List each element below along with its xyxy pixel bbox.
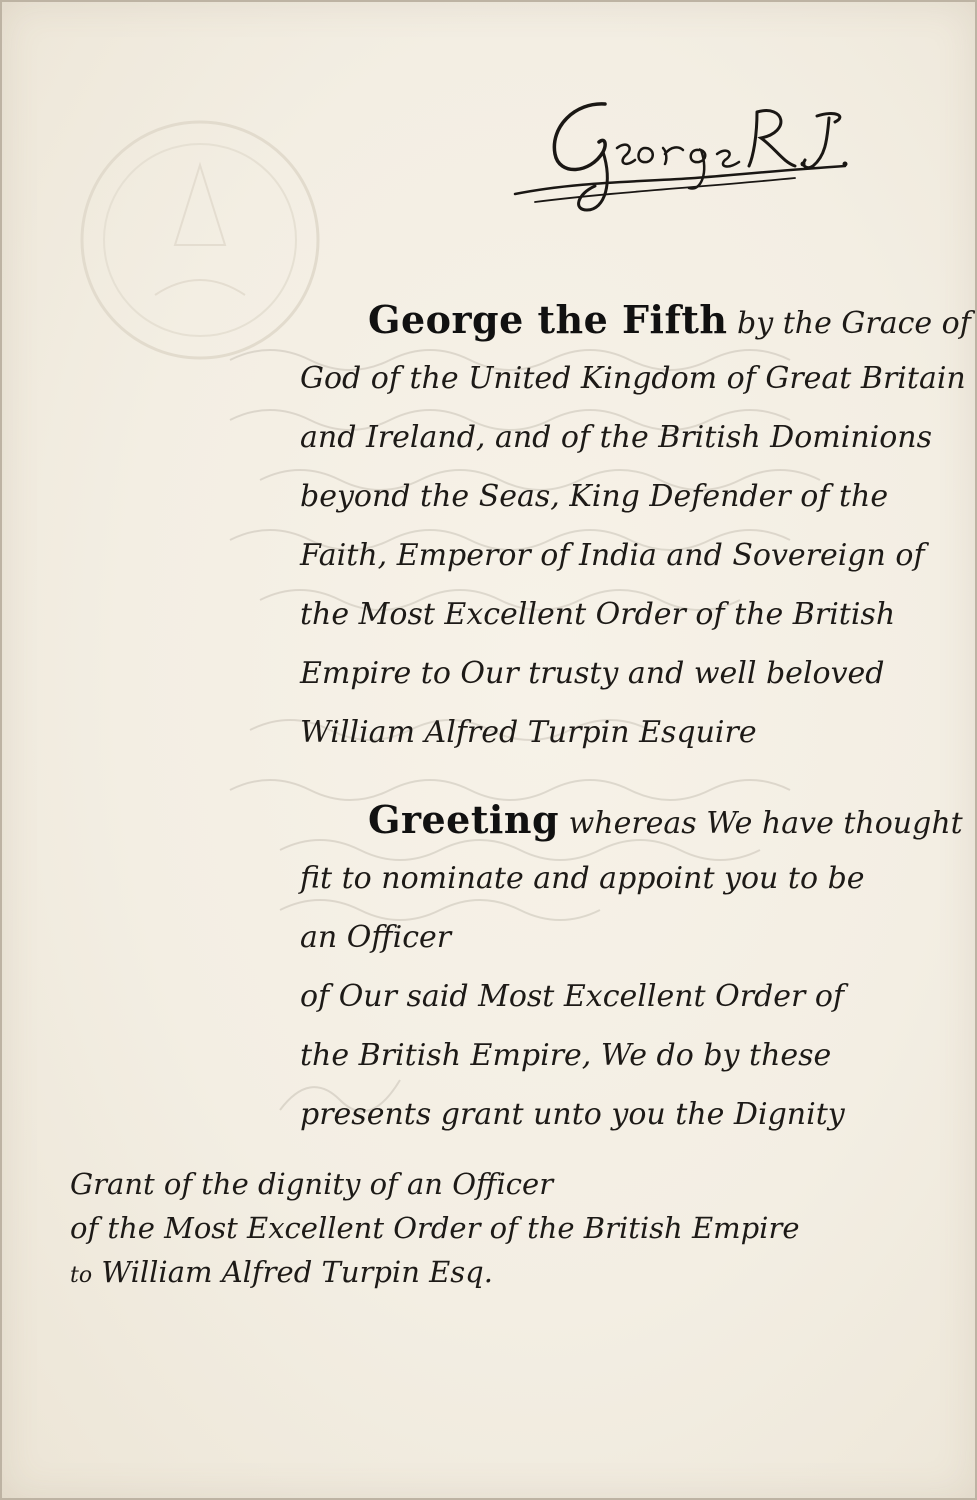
endorsement-line-1: Grant of the dignity of an Officer <box>70 1167 554 1201</box>
embossed-seal-icon <box>75 115 325 365</box>
royal-signature <box>495 82 875 222</box>
body-line-10: the British Empire, We do by these <box>300 1038 832 1073</box>
body-line-5: the Most Excellent Order of the British <box>300 597 896 632</box>
body-line-4: Faith, Emperor of India and Sovereign of <box>300 538 925 573</box>
body-line-7: fit to nominate and appoint you to be <box>300 861 865 896</box>
greeting-rest: whereas We have thought <box>568 806 963 841</box>
body-line-11: presents grant unto you the Dignity <box>300 1097 845 1132</box>
opening-rest: by the Grace of <box>737 306 971 341</box>
greeting-blackletter: Greeting <box>368 797 560 842</box>
body-line-8: an Officer <box>300 920 452 955</box>
body-line-2: and Ireland, and of the British Dominions <box>300 420 933 455</box>
endorsement-prefix: to <box>70 1263 93 1288</box>
body-line-3: beyond the Seas, King Defender of the <box>300 479 889 514</box>
endorsement-recipient: William Alfred Turpin Esq. <box>101 1255 493 1289</box>
endorsement-line-2: of the Most Excellent Order of the British Empire <box>70 1211 800 1245</box>
letters-patent-body <box>300 290 971 1144</box>
body-line-9: of Our said Most Excellent Order of <box>300 979 845 1014</box>
opening-blackletter: George the Fifth <box>368 297 728 342</box>
recipient-name: William Alfred Turpin Esquire <box>300 715 757 750</box>
endorsement <box>70 1162 890 1298</box>
body-line-1: God of the United Kingdom of Great Britain <box>300 361 966 396</box>
greeting-line <box>300 790 963 849</box>
opening-line <box>300 290 971 349</box>
body-line-6: Empire to Our trusty and well beloved <box>300 656 885 691</box>
endorsement-line-3 <box>70 1250 890 1298</box>
